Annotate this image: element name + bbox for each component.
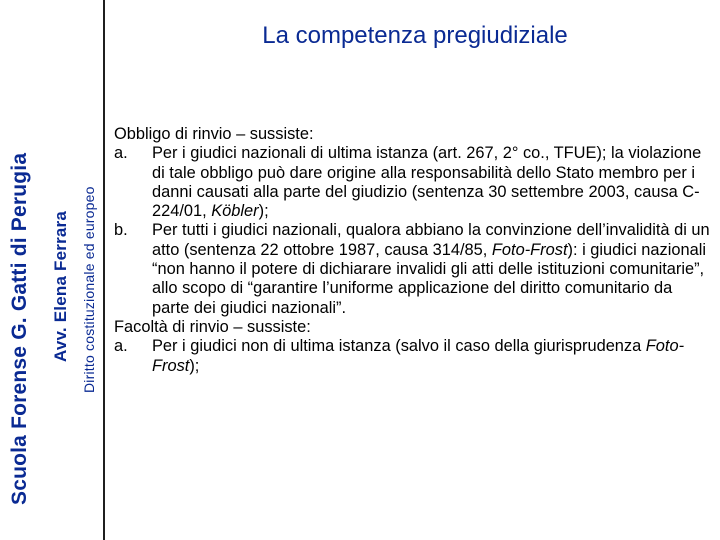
case-name-foto-frost: Foto-Frost	[491, 240, 568, 259]
case-name-foto-frost-2: Foto-Frost	[152, 337, 685, 375]
list-item-c	[114, 337, 712, 376]
list-item-a-text	[152, 144, 712, 221]
list-item-b-text-end: ): i giudici nazionali “non hanno il potere di dichiarare invalidi gli atti delle istituzioni comunitarie”, allo scopo di “garantire l’uniforme applicazione del diritto comunitario da parte dei giudici nazionali”.	[152, 240, 706, 317]
list-item-c-text-start: Per i giudici non di ultima istanza (salvo il caso della giurisprudenza	[152, 337, 646, 356]
author-name: Avv. Elena Ferrara	[51, 210, 70, 362]
list-item-b-text	[152, 221, 712, 317]
list-marker-a: a.	[114, 144, 128, 163]
slide-title: La competenza pregiudiziale	[262, 22, 568, 49]
slide-body	[114, 125, 712, 376]
list-item-c-text	[152, 337, 712, 376]
sidebar	[0, 0, 103, 540]
list-item-b-text-start: Per tutti i giudici nazionali, qualora abbiano la convinzione dell’invalidità di un atto (sentenza 22 ottobre 1987, causa 314/85,	[152, 221, 710, 259]
list-item-c-text-end: );	[189, 356, 200, 375]
sidebar-divider	[103, 0, 105, 540]
school-name: Scuola Forense G. Gatti di Perugia	[8, 152, 31, 505]
list-item-a-text-end: );	[258, 202, 269, 221]
heading-obbligo: Obbligo di rinvio – sussiste:	[114, 125, 314, 143]
list-item-a-text-start: Per i giudici nazionali di ultima istanza (art. 267, 2° co., TFUE); la violazione di tale obbligo può dare origine alla responsabilità dello Stato membro per i danni causati alla parte del giudizio (sentenza 30 settembre 2003, causa C-224/01,	[152, 144, 702, 221]
course-subject: Diritto costituzionale ed europeo	[81, 186, 97, 393]
list-marker-c: a.	[114, 337, 128, 356]
case-name-kobler: Köbler	[211, 202, 259, 221]
heading-facolta: Facoltà di rinvio – sussiste:	[114, 317, 311, 336]
list-item-b	[114, 221, 712, 317]
list-marker-b: b.	[114, 221, 128, 240]
list-item-a	[114, 144, 712, 221]
